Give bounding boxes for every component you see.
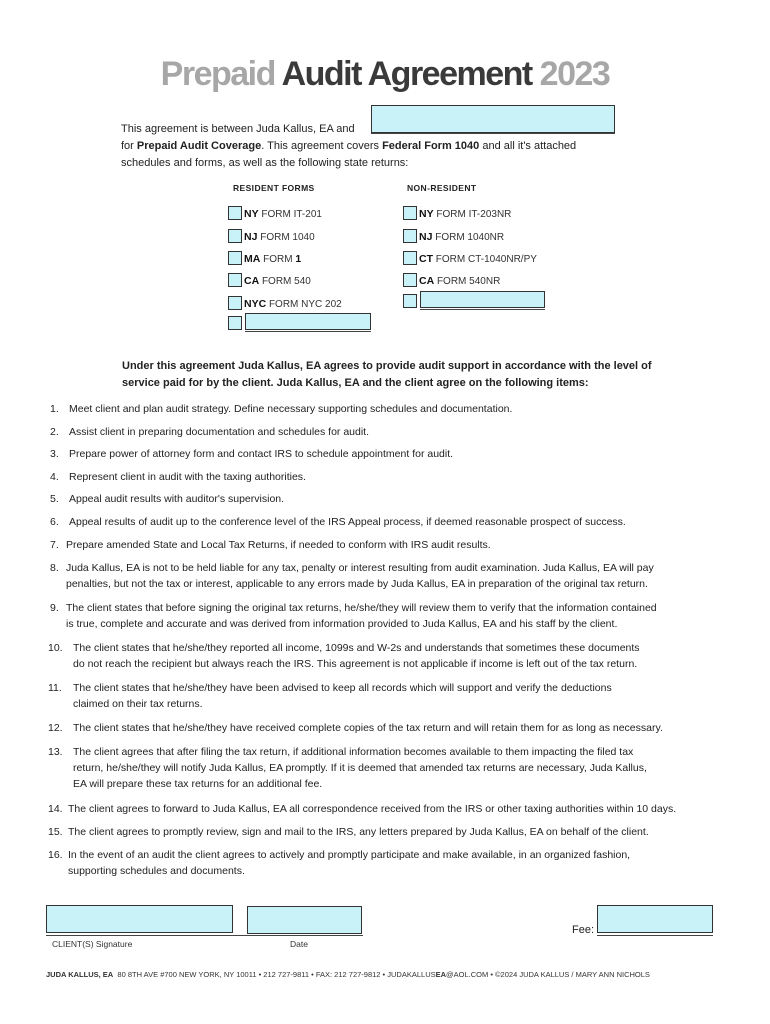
item-number: 3. (50, 448, 59, 460)
intro-line-3: schedules and forms, as well as the following state returns: (121, 157, 409, 169)
item-text-line: penalties, but not the tax or interest, applicable to any errors made by Juda Kallus, EA in preparation of the original tax return. (66, 578, 648, 590)
item-number: 11. (48, 682, 62, 694)
item-text-line: Prepare power of attorney form and contact IRS to schedule appointment for audit. (69, 448, 454, 460)
label-resident-ny: NY FORM IT-201 (244, 208, 322, 220)
item-number: 5. (50, 493, 59, 505)
footer-email-ea: EA (435, 970, 447, 979)
client-signature-field[interactable] (46, 905, 233, 933)
item-number: 7. (50, 539, 59, 551)
label-nonresident-ct: CT FORM CT-1040NR/PY (419, 253, 537, 265)
label-nonresident-ca: CA FORM 540NR (419, 275, 501, 287)
date-underline (247, 935, 363, 936)
title-prepaid: Prepaid (160, 55, 282, 93)
checkbox-resident-nj[interactable] (228, 229, 242, 243)
item-number: 15. (48, 826, 63, 838)
agreement-line-2: service paid for by the client. Juda Kallus, EA and the client agree on the following items: (122, 377, 589, 389)
label-resident-nj: NJ FORM 1040 (244, 231, 315, 243)
footer-address: 80 8TH AVE #700 NEW YORK, NY 10011 • 212 727-9811 • FAX: 212 727-9812 • JUDAKALLUS (117, 970, 436, 979)
document-title (0, 52, 770, 96)
checkbox-resident-ma[interactable] (228, 251, 242, 265)
item-number: 4. (50, 471, 59, 483)
item-text-line: Juda Kallus, EA is not to be held liable for any tax, penalty or interest resulting from audit examination. Juda Kallus, EA will pay (66, 562, 654, 574)
fee-underline (597, 935, 713, 936)
checkbox-nonresident-ct[interactable] (403, 251, 417, 265)
checkbox-resident-ca[interactable] (228, 273, 242, 287)
item-text-line: supporting schedules and documents. (68, 865, 245, 877)
fee-label: Fee: (572, 924, 595, 936)
item-text-line: Assist client in preparing documentation and schedules for audit. (69, 426, 370, 438)
checkbox-nonresident-nj[interactable] (403, 229, 417, 243)
item-text-line: The client states that before signing the original tax returns, he/she/they will review them to verify that the information contained (66, 602, 657, 614)
agreement-paragraph (122, 358, 682, 392)
checkbox-nonresident-ny[interactable] (403, 206, 417, 220)
item-text-line: EA will prepare these tax returns for an additional fee. (73, 778, 323, 790)
resident-other-field[interactable] (245, 313, 371, 330)
checkbox-resident-nyc[interactable] (228, 296, 242, 310)
label-resident-ma: MA FORM 1 (244, 253, 302, 265)
client-name-field[interactable] (371, 105, 615, 133)
footer-email-rest: @AOL.COM • ©2024 JUDA KALLUS / MARY ANN NICHOLS (446, 970, 650, 979)
item-text-line: The client agrees to promptly review, sign and mail to the IRS, any letters prepared by Juda Kallus, EA on behalf of the client. (68, 826, 649, 838)
checkbox-nonresident-other[interactable] (403, 294, 417, 308)
item-text-line: In the event of an audit the client agrees to actively and promptly participate and make available, in an organized fashion, (68, 849, 631, 861)
item-number: 12. (48, 722, 63, 734)
item-text-line: Represent client in audit with the taxing authorities. (69, 471, 306, 483)
item-text-line: claimed on their tax returns. (73, 698, 203, 710)
item-text-line: Appeal audit results with auditor's supervision. (69, 493, 285, 505)
label-resident-ca: CA FORM 540 (244, 275, 311, 287)
signature-underline (46, 935, 279, 936)
checkbox-resident-other[interactable] (228, 316, 242, 330)
item-number: 16. (48, 849, 63, 861)
item-text-line: The client agrees to forward to Juda Kallus, EA all correspondence received from the IRS or other taxing authorities within 10 days. (68, 803, 677, 815)
item-text-line: do not reach the recipient but always reach the IRS. This agreement is not applicable if income is left out of the tax return. (73, 658, 638, 670)
resident-other-underline (245, 331, 371, 332)
checkbox-resident-ny[interactable] (228, 206, 242, 220)
item-text-line: The client states that he/she/they have received complete copies of the tax return and will retain them for as long as necessary. (73, 722, 663, 734)
intro-line-1: This agreement is between Juda Kallus, EA and (121, 123, 355, 135)
item-number: 14. (48, 803, 63, 815)
item-text-line: return, he/she/they will notify Juda Kallus, EA promptly. If it is deemed that amended tax returns are necessary, Juda Kallus, (73, 762, 647, 774)
item-text-line: is true, complete and accurate and was derived from information provided to Juda Kallus, EA and his staff by the client. (66, 618, 618, 630)
date-field[interactable] (247, 906, 362, 934)
item-number: 1. (50, 403, 59, 415)
item-text-line: The client agrees that after filing the tax return, if additional information becomes available to them impacting the filed tax (73, 746, 634, 758)
date-label: Date (290, 939, 308, 949)
item-text-line: Appeal results of audit up to the conference level of the IRS Appeal process, if deemed reasonable prospect of success. (69, 516, 626, 528)
non-resident-heading: NON-RESIDENT (407, 183, 477, 193)
item-number: 9. (50, 602, 59, 614)
label-nonresident-nj: NJ FORM 1040NR (419, 231, 505, 243)
item-text-line: Meet client and plan audit strategy. Define necessary supporting schedules and documentation. (69, 403, 513, 415)
item-text-line: Prepare amended State and Local Tax Returns, if needed to conform with IRS audit results. (66, 539, 491, 551)
nonresident-other-underline (420, 309, 545, 310)
fee-field[interactable] (597, 905, 713, 933)
item-number: 2. (50, 426, 59, 438)
item-number: 13. (48, 746, 63, 758)
client-signature-label: CLIENT(S) Signature (52, 939, 133, 949)
label-resident-nyc: NYC FORM NYC 202 (244, 298, 342, 310)
title-year: 2023 (539, 55, 610, 93)
resident-forms-heading: RESIDENT FORMS (233, 183, 315, 193)
footer (46, 970, 650, 979)
title-audit-agreement: Audit Agreement (281, 55, 540, 93)
item-number: 8. (50, 562, 59, 574)
item-text-line: The client states that he/she/they reported all income, 1099s and W-2s and understands that sometimes these documents (73, 642, 640, 654)
client-name-underline (371, 133, 615, 134)
item-number: 6. (50, 516, 59, 528)
nonresident-other-field[interactable] (420, 291, 545, 308)
item-text-line: The client states that he/she/they have been advised to keep all records which will support and verify the deductions (73, 682, 612, 694)
checkbox-nonresident-ca[interactable] (403, 273, 417, 287)
item-number: 10. (48, 642, 63, 654)
agreement-line-1: Under this agreement Juda Kallus, EA agrees to provide audit support in accordance with the level of (122, 360, 652, 372)
label-nonresident-ny: NY FORM IT-203NR (419, 208, 512, 220)
intro-line-2: for Prepaid Audit Coverage. This agreement covers Federal Form 1040 and all it's attached (121, 140, 577, 152)
footer-name: JUDA KALLUS, EA (46, 970, 114, 979)
